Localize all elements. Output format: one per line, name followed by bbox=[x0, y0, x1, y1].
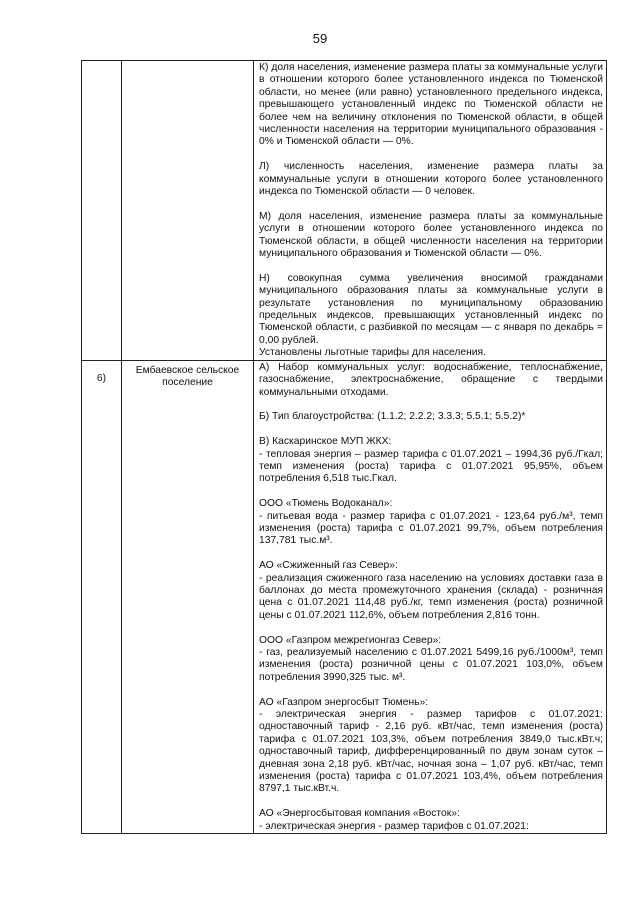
paragraph: Л) численность населения, изменение размера платы за коммунальные услуги в отношении которого более установленного индекса по Тюменской области — 0 человек. bbox=[259, 161, 603, 198]
row-number-cell bbox=[82, 61, 122, 361]
content-block bbox=[254, 61, 606, 360]
paragraph: АО «Энергосбытовая компания «Восток»: - электрическая энергия - размер тарифов с 01.07.2021: bbox=[259, 808, 529, 832]
paragraph: АО «Газпром энергосбыт Тюмень»: - электрическая энергия - размер тарифов с 01.07.2021: одноставочный тариф - 2,16 руб. кВт/час, темп изменения (роста) тарифа с 01.07.2021 103,3%, объем потребления 3849,0 тыс.кВт.ч; одноставочный тариф, дифференцированный по двум зонам суток – дневная зона 2,18 руб. кВт/час, ночная зона – 1,07 руб. кВт/час, темп изменения (роста) тарифа с 01.07.2021 103,4%, объем потребления 8797,1 тыс.кВт.ч. bbox=[259, 696, 603, 795]
paragraph: ООО «Газпром межрегионгаз Север»: - газ, реализуемый населению с 01.07.2021 5499,16 руб./1000м³, темп изменения (роста) розничной цены с 01.07.2021 103,0%, объем потребления 3990,325 тыс. м³. bbox=[259, 634, 603, 683]
content-cell bbox=[254, 360, 607, 833]
municipality-cell bbox=[122, 360, 254, 833]
table-row bbox=[82, 360, 607, 833]
paragraph: Б) Тип благоустройства: (1.1.2; 2.2.2; 3.3.3; 5.5.1; 5.5.2)* bbox=[259, 411, 526, 423]
paragraph: АО «Сжиженный газ Север»: - реализация сжиженного газа населению на условиях доставки газа в баллонах до места промежуточного хранения (склада) - розничная цена с 01.07.2021 114,48 руб./кг, темп изменения (роста) розничной цены с 01.07.2021 112,6%, объем потребления 2,816 тонн. bbox=[259, 560, 603, 621]
paragraph: ООО «Тюмень Водоканал»: - питьевая вода - размер тарифа с 01.07.2021 - 123,64 руб./м³, темп изменения (роста) тарифа с 01.07.2021 99,7%, объем потребления 137,781 тыс.м³. bbox=[259, 498, 603, 547]
paragraph: М) доля населения, изменение размера платы за коммунальные услуги в отношении которого более установленного индекса по Тюменской области, в общей численности населения на территории муниципального образования и Тюменской области — 0%. bbox=[259, 210, 603, 260]
paragraph: А) Набор коммунальных услуг: водоснабжение, теплоснабжение, газоснабжение, электроснабжение, обращение с твердыми коммунальными отходами. bbox=[259, 361, 603, 398]
content-cell bbox=[254, 61, 607, 361]
paragraph: Н) совокупная сумма увеличения вносимой гражданами муниципального образования платы за коммунальные услуги в результате установления по муниципальному образованию предельных индексов, превышающих установленный индекс по Тюменской области, с разбивкой по месяцам — с января по декабрь = 0,00 рублей. Установлены льготные тарифы для населения. bbox=[259, 272, 603, 359]
page-number: 59 bbox=[312, 31, 328, 46]
paragraph: В) Каскаринское МУП ЖКХ: - тепловая энергия – размер тарифа с 01.07.2021 – 1994,36 руб./Гкал; темп изменения (роста) тарифа с 01.07.2021 95,95%, объем потребления 6,518 тыс.Гкал. bbox=[259, 436, 603, 485]
row-number: 6) bbox=[96, 372, 107, 384]
municipality-name: Ембаевское сельское поселение bbox=[135, 364, 240, 389]
table-row bbox=[82, 61, 607, 361]
tariff-table bbox=[81, 60, 607, 834]
paragraph: К) доля населения, изменение размера платы за коммунальные услуги в отношении которого более установленного индекса по Тюменской области, но менее (или равно) установленного предельного индекса, превышающего установленный индекс по Тюменской области не более чем на величину отклонения по Тюменской области, в общей численности населения на территории муниципального образования - 0% и Тюменской области — 0%. bbox=[259, 62, 603, 148]
row-number-cell bbox=[82, 360, 122, 833]
content-block bbox=[254, 361, 606, 833]
municipality-cell bbox=[122, 61, 254, 361]
